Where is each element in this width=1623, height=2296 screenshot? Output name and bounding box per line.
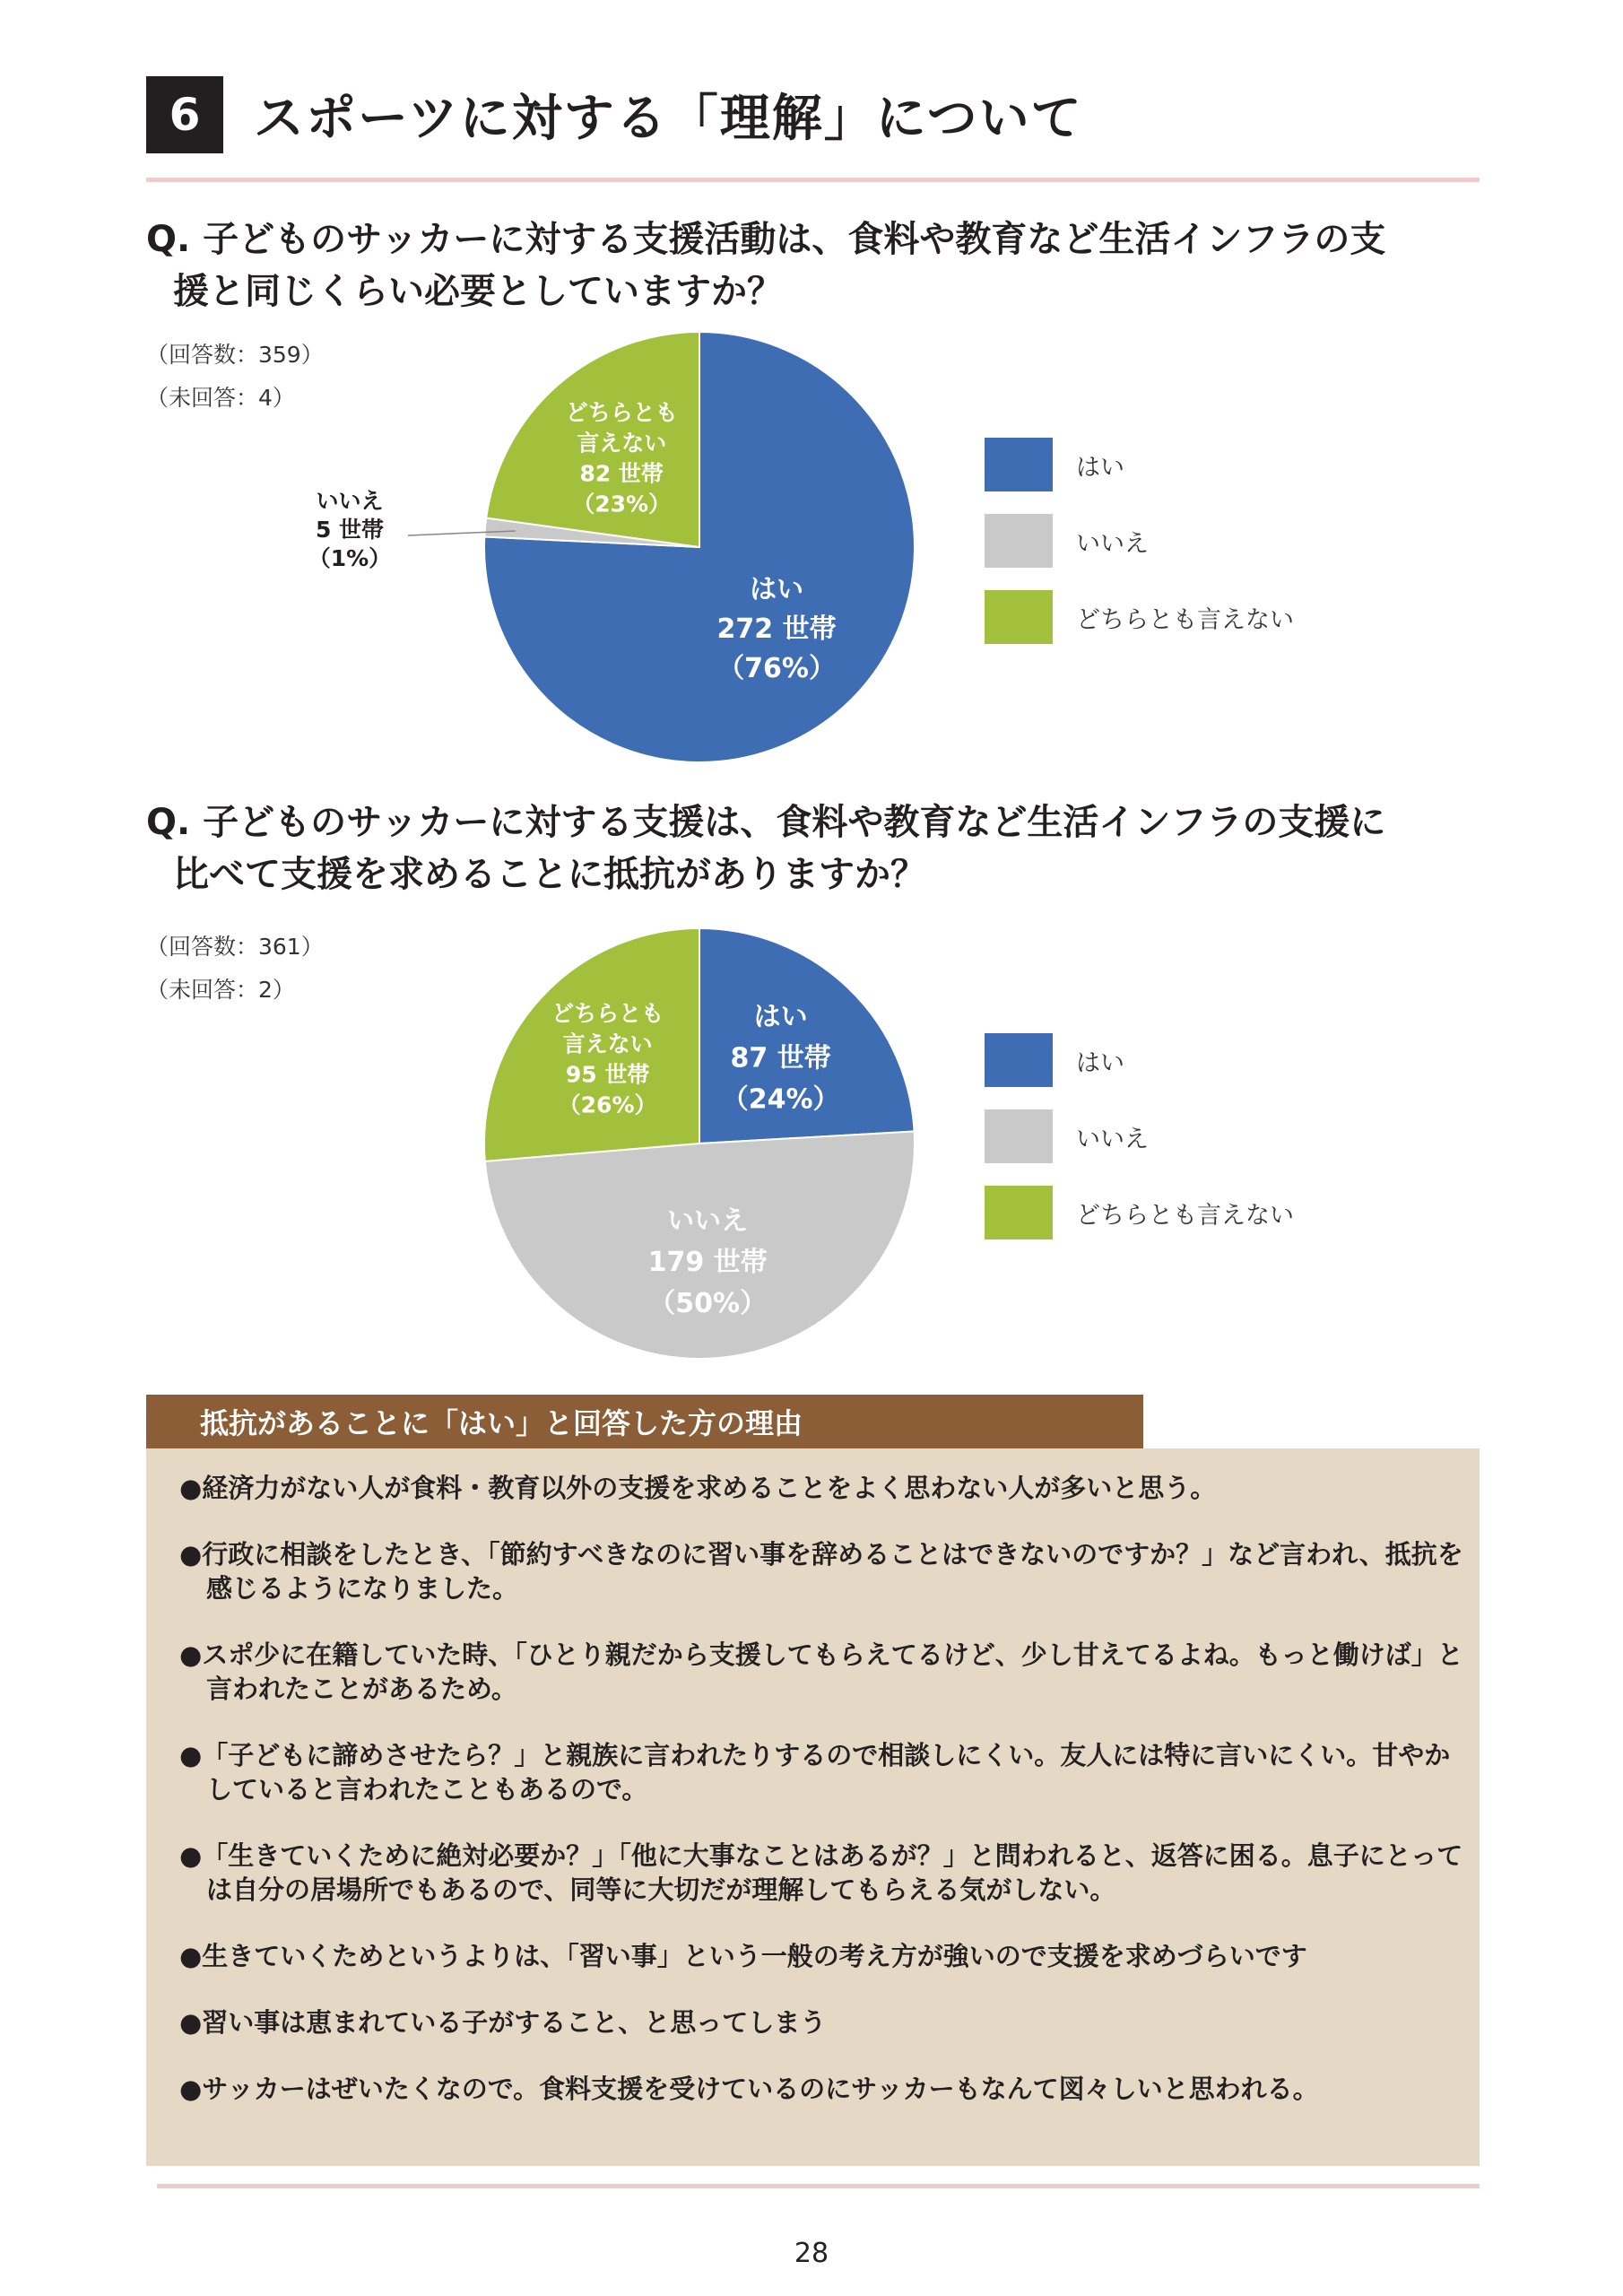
legend-swatch-neutral xyxy=(985,590,1053,644)
section-number: 6 xyxy=(146,76,223,153)
legend-2-label-neutral: どちらとも言えない xyxy=(1076,1201,1294,1230)
q1-no-answer-count: （未回答：4） xyxy=(146,385,295,411)
section-title: スポーツに対する「理解」について xyxy=(254,90,1083,148)
q1-response-count: （回答数：359） xyxy=(146,342,324,368)
pie-label-yes: はい 272 世帯（76%） xyxy=(716,573,837,684)
pie-label-yes: はい 87 世帯（24%） xyxy=(721,1001,840,1116)
question-2-line1: Q. 子どものサッカーに対する支援は、食料や教育など生活インフラの支援に xyxy=(146,802,1386,843)
reasons-list xyxy=(179,1471,1471,2138)
legend-2-item-yes xyxy=(985,1033,1294,1087)
footer-divider xyxy=(157,2184,1480,2188)
pie-chart-2 xyxy=(296,919,942,1368)
question-1 xyxy=(146,213,1491,317)
pie-label-neutral: どちらとも言えない 95 世帯（26%） xyxy=(551,1000,664,1118)
legend-2 xyxy=(985,1033,1294,1262)
reason-item: ●サッカーはぜいたくなので。食料支援を受けているのにサッカーもなんて図々しいと思われる。 xyxy=(179,2074,1319,2104)
legend-2-label-yes: はい xyxy=(1076,1048,1124,1077)
legend-1-item-yes xyxy=(985,438,1294,491)
q2-response-count: （回答数：361） xyxy=(146,934,324,960)
question-2 xyxy=(146,796,1491,900)
legend-2-label-no: いいえ xyxy=(1076,1125,1149,1153)
legend-1-label-yes: はい xyxy=(1076,453,1124,482)
question-1-line1: Q. 子どものサッカーに対する支援活動は、食料や教育など生活インフラの支 xyxy=(146,219,1386,260)
pie-label-no: いいえ 5 世帯（1%） xyxy=(308,487,392,571)
pie-label-neutral: どちらとも言えない 82 世帯（23%） xyxy=(565,399,678,517)
legend-swatch-yes xyxy=(985,438,1053,491)
reason-item: ●「子どもに諦めさせたら？」と親族に言われたりするので相談しにくい。友人には特に言いにくい。甘やかしていると言われたこともあるので。 xyxy=(179,1740,1451,1805)
legend-1-item-neutral xyxy=(985,590,1294,644)
legend-1-item-no xyxy=(985,514,1294,568)
legend-swatch-neutral xyxy=(985,1186,1053,1239)
pie-chart-1 xyxy=(296,323,942,771)
reason-item: ●経済力がない人が食料・教育以外の支援を求めることをよく思わない人が多いと思う。 xyxy=(179,1473,1217,1503)
legend-swatch-yes xyxy=(985,1033,1053,1087)
legend-1-label-neutral: どちらとも言えない xyxy=(1076,605,1294,634)
legend-2-item-no xyxy=(985,1109,1294,1163)
reason-item: ●「生きていくために絶対必要か？」「他に大事なことはあるが？」と問われると、返答に困る。息子にとっては自分の居場所でもあるので、同等に大切だが理解してもらえる気がしない。 xyxy=(179,1840,1463,1905)
pie-slice-no xyxy=(485,1131,915,1359)
reason-item: ●行政に相談をしたとき、「節約すべきなのに習い事を辞めることはできないのですか？」など言われ、抵抗を感じるようになりました。 xyxy=(179,1539,1463,1604)
legend-2-item-neutral xyxy=(985,1186,1294,1239)
reasons-heading: 抵抗があることに「はい」と回答した方の理由 xyxy=(146,1395,1143,1448)
reason-item: ●生きていくためというよりは、「習い事」という一般の考え方が強いので支援を求めづらいです xyxy=(179,1941,1307,1971)
legend-1 xyxy=(985,438,1294,666)
page-number: 28 xyxy=(794,2238,829,2269)
q2-no-answer-count: （未回答：2） xyxy=(146,977,295,1003)
question-1-line2: 援と同じくらい必要としていますか？ xyxy=(173,271,783,312)
header-divider xyxy=(146,178,1480,182)
legend-1-label-no: いいえ xyxy=(1076,529,1149,558)
legend-swatch-no xyxy=(985,514,1053,568)
reason-item: ●習い事は恵まれている子がすること、と思ってしまう xyxy=(179,2007,827,2038)
pie-label-no: いいえ 179 世帯（50%） xyxy=(647,1205,768,1320)
question-2-line2: 比べて支援を求めることに抵抗がありますか？ xyxy=(173,854,926,895)
reason-item: ●スポ少に在籍していた時、「ひとり親だから支援してもらえてるけど、少し甘えてるよね。もっと働けば」と言われたことがあるため。 xyxy=(179,1639,1463,1704)
legend-swatch-no xyxy=(985,1109,1053,1163)
